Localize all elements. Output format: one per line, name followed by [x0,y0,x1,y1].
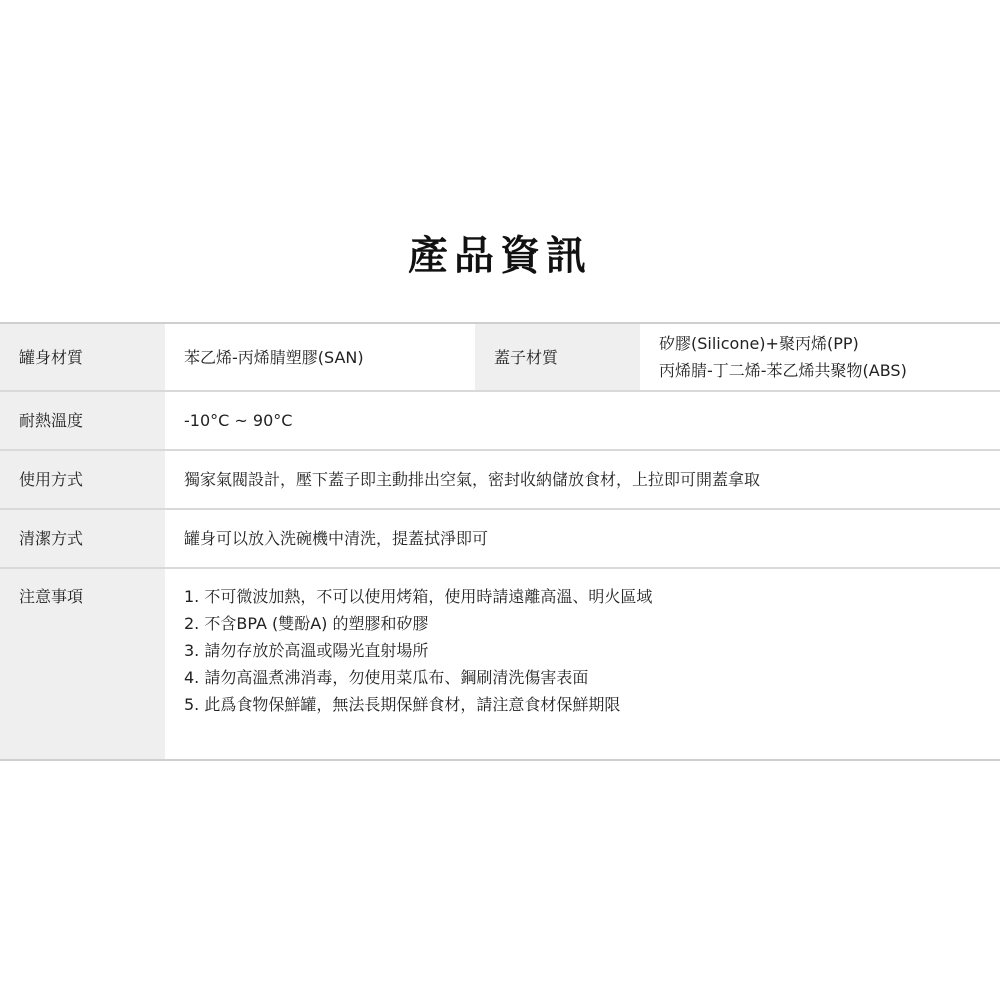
notes-label: 注意事項 [0,568,165,760]
lid-material-line: 丙烯腈-丁二烯-苯乙烯共聚物(ABS) [659,361,907,380]
heat-resistance-label: 耐熱溫度 [0,391,165,450]
table-row [0,509,1000,568]
table-row [0,568,1000,760]
usage-value: 獨家氣閥設計，壓下蓋子即主動排出空氣，密封收納儲放食材，上拉即可開蓋拿取 [165,450,1000,509]
note-item: 3. 請勿存放於高溫或陽光直射場所 [184,641,429,660]
note-item: 2. 不含BPA (雙酚A) 的塑膠和矽膠 [184,614,429,633]
notes-list [165,568,1000,760]
heat-resistance-value: -10°C ~ 90°C [165,391,1000,450]
spec-table [0,322,1000,761]
jar-material-value: 苯乙烯-丙烯腈塑膠(SAN) [165,323,475,391]
lid-material-label: 蓋子材質 [475,323,640,391]
cleaning-value: 罐身可以放入洗碗機中清洗，提蓋拭淨即可 [165,509,1000,568]
lid-material-value [640,323,1000,391]
table-row [0,323,1000,391]
note-item: 4. 請勿高溫煮沸消毒，勿使用菜瓜布、鋼刷清洗傷害表面 [184,668,589,687]
usage-label: 使用方式 [0,450,165,509]
table-row [0,450,1000,509]
cleaning-label: 清潔方式 [0,509,165,568]
jar-material-label: 罐身材質 [0,323,165,391]
lid-material-line: 矽膠(Silicone)+聚丙烯(PP) [659,334,859,353]
page-title: 產品資訊 [408,233,592,279]
table-row [0,391,1000,450]
note-item: 1. 不可微波加熱，不可以使用烤箱，使用時請遠離高溫、明火區域 [184,587,653,606]
note-item: 5. 此爲食物保鮮罐，無法長期保鮮食材，請注意食材保鮮期限 [184,695,621,714]
